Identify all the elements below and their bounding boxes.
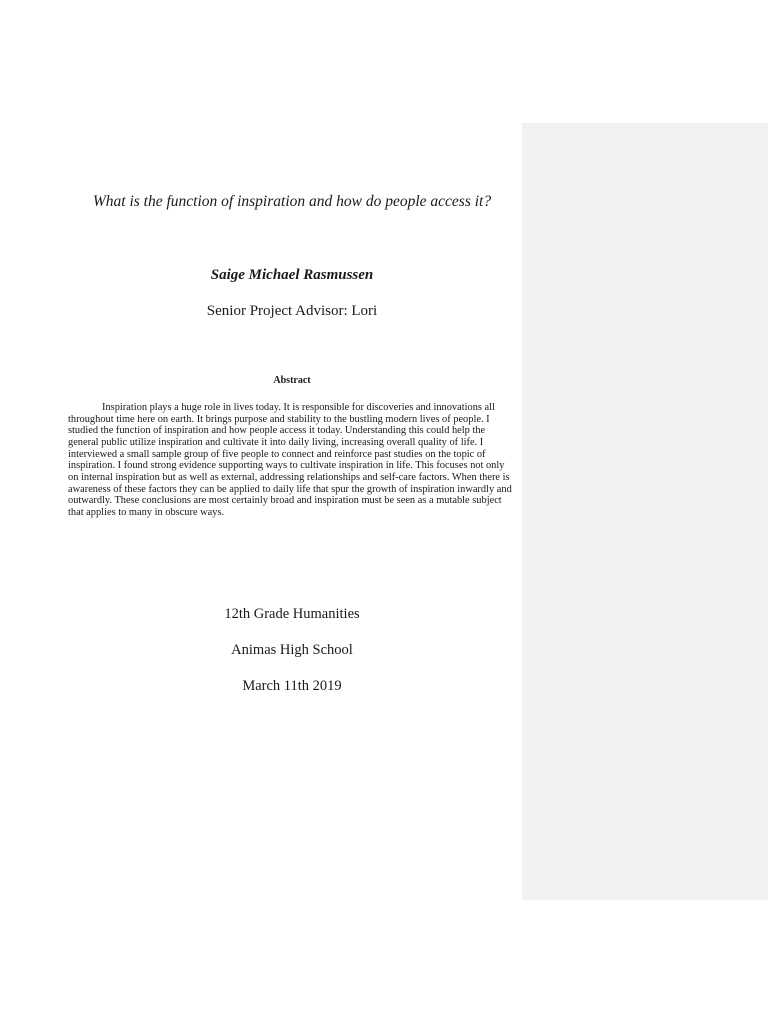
course-name: 12th Grade Humanities bbox=[224, 606, 360, 622]
document-title: What is the function of inspiration and how do people access it? bbox=[92, 193, 492, 210]
school-name: Animas High School bbox=[231, 642, 353, 658]
document-date: March 11th 2019 bbox=[242, 678, 342, 694]
abstract-text: Inspiration plays a huge role in lives today. It is responsible for discoveries and innovations all throughout time here on earth. It brings purpose and stability to the bustling modern lives of people. I studied the function of inspiration and how people access it today. Understanding this could help the general public utilize inspiration and cultivate it into daily living, increasing overall quality of life. I interviewed a small sample group of five people to connect and reinforce past studies on the topic of inspiration. I found strong evidence supporting ways to cultivate inspiration in life. This focuses not only on internal inspiration but as well as external, addressing relationships and self-care factors. When there is awareness of these factors they can be applied to daily life that spur the growth of inspiration inwardly and outwardly. These conclusions are most certainly broad and inspiration must be seen as a mutable subject that applies to many in obscure ways. bbox=[68, 402, 512, 518]
comment-pane bbox=[522, 123, 768, 900]
project-advisor: Senior Project Advisor: Lori bbox=[206, 303, 378, 319]
author-name: Saige Michael Rasmussen bbox=[210, 267, 374, 283]
abstract-heading: Abstract bbox=[273, 375, 311, 386]
